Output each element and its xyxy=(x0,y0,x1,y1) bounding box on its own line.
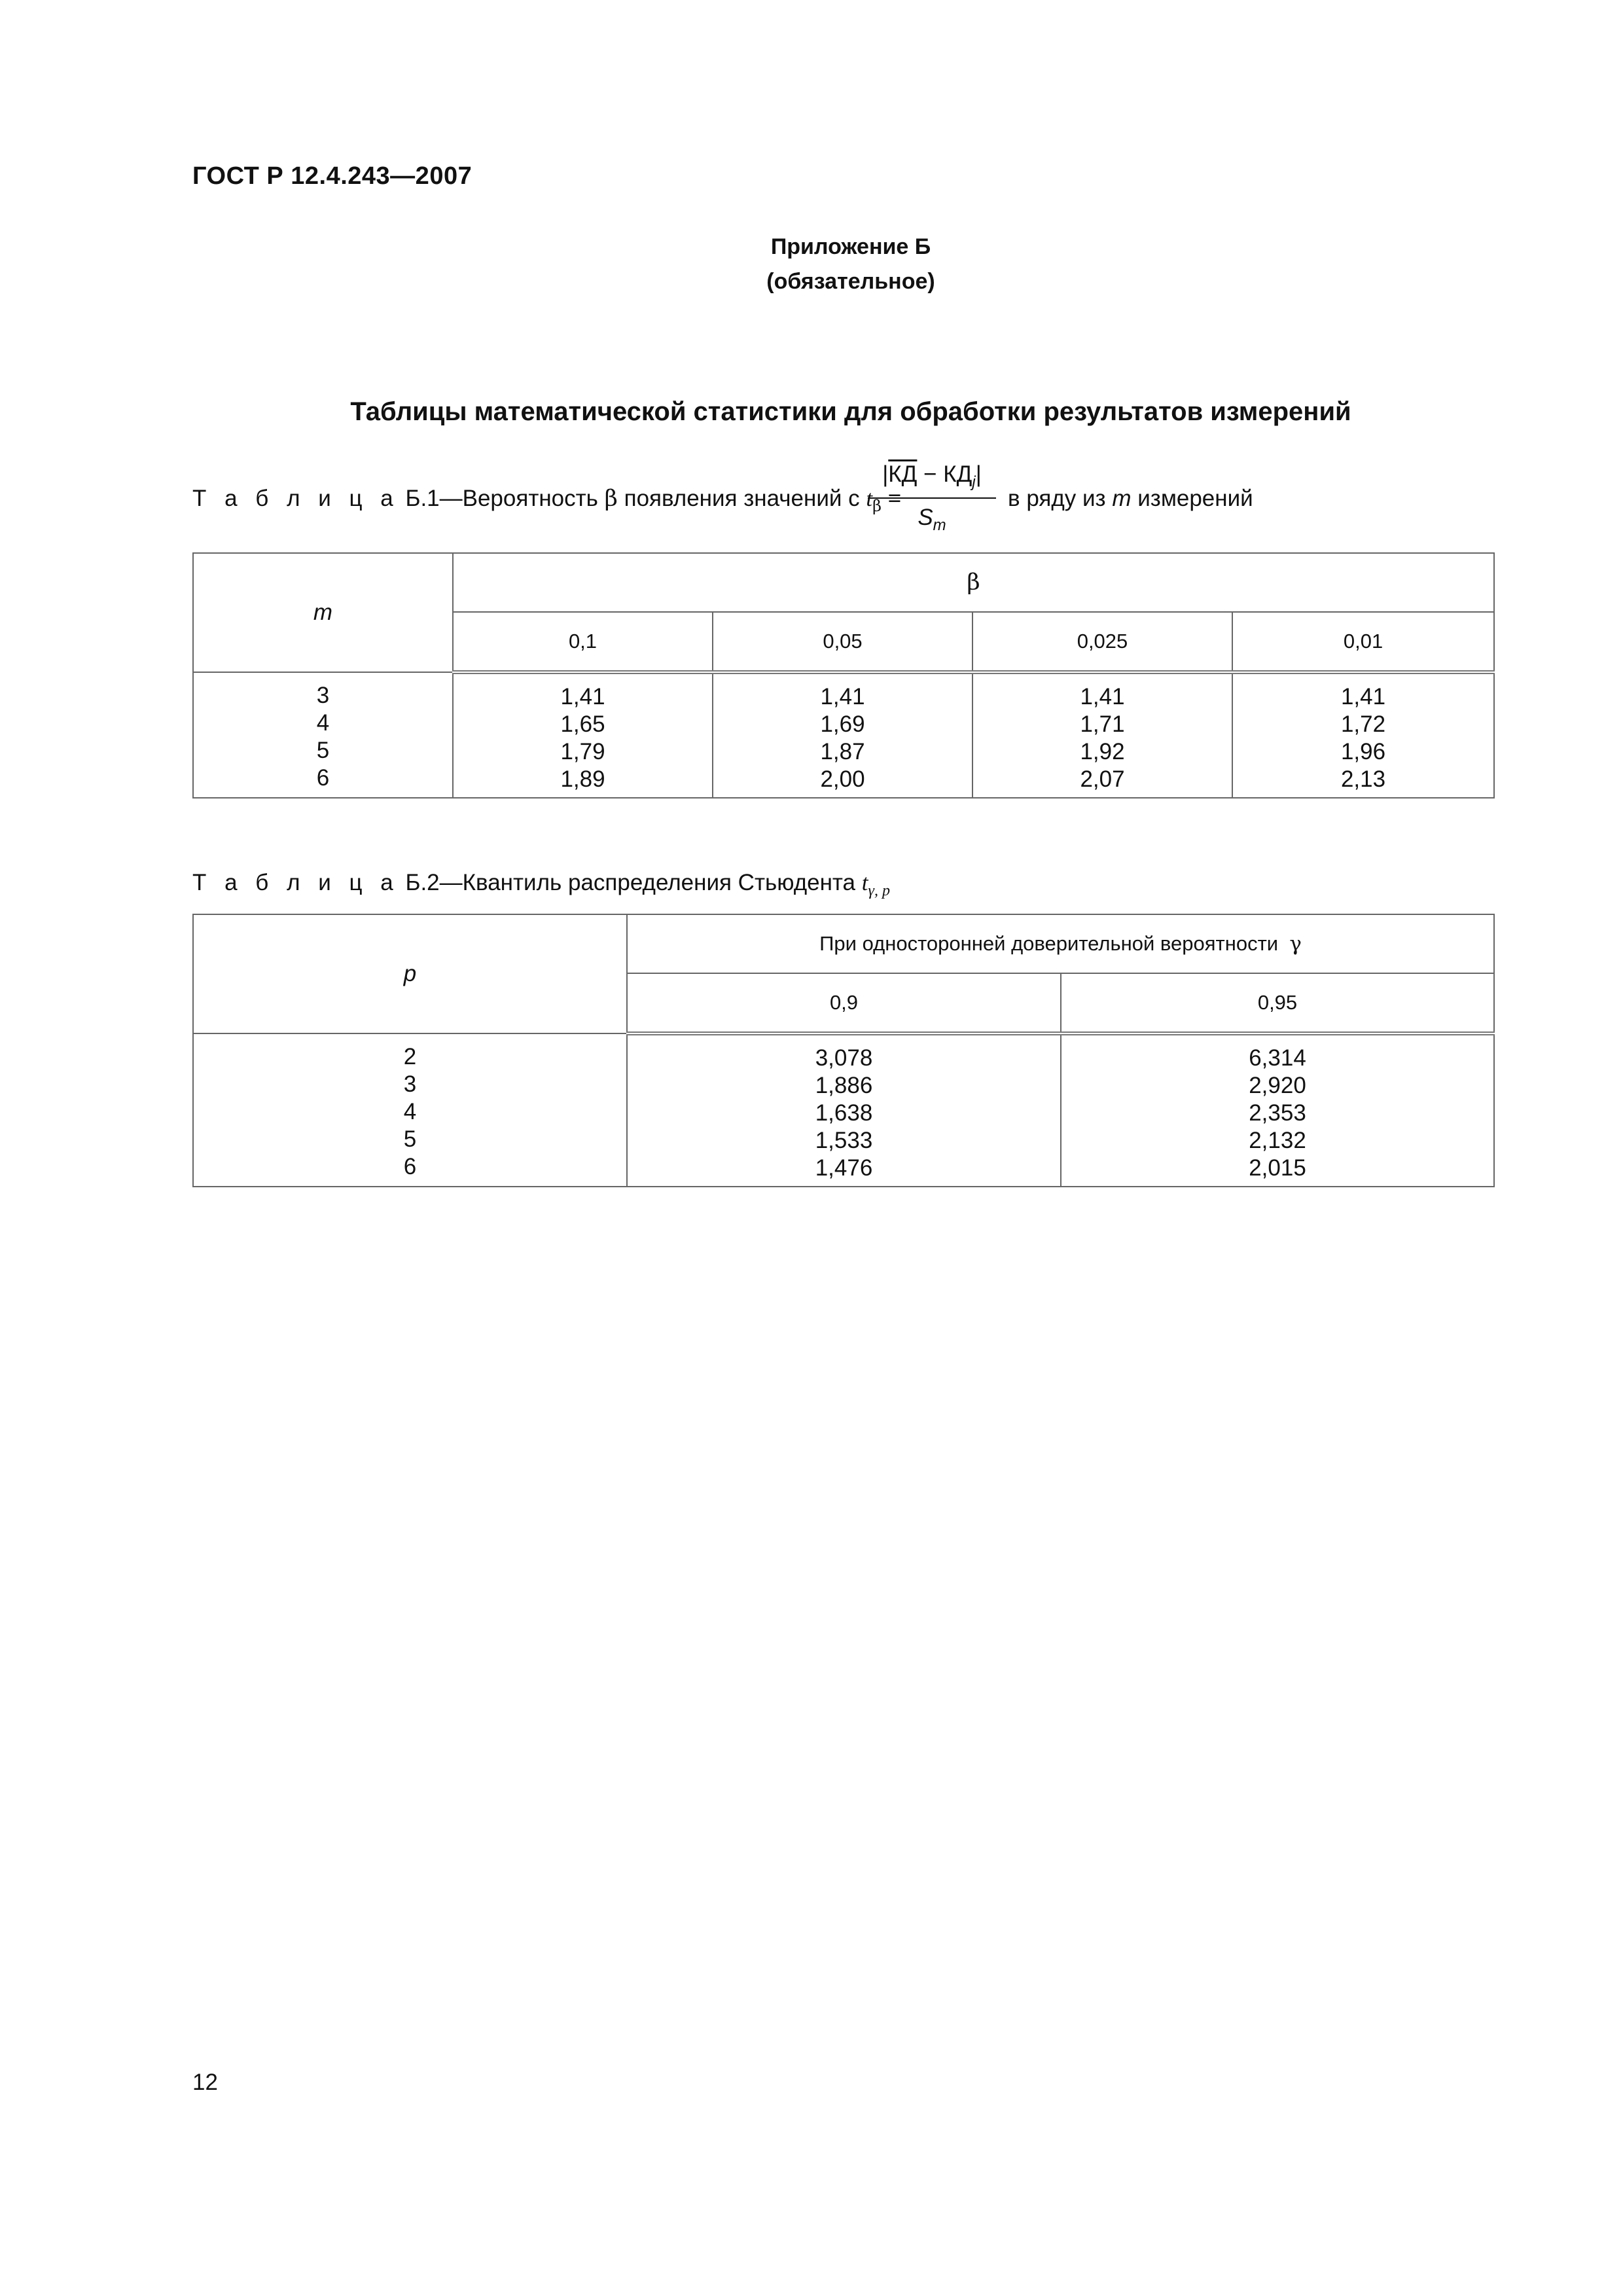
caption-end: измерений xyxy=(1137,486,1253,511)
column-header: 0,01 xyxy=(1232,612,1494,672)
table-cell: 1,41 xyxy=(1080,684,1125,709)
table-cell: 2,132 xyxy=(1249,1128,1306,1153)
table1-caption xyxy=(192,486,901,515)
table-cell: 3 xyxy=(316,683,330,708)
values-cell xyxy=(1232,672,1494,798)
section-title: Таблицы математической статистики для обработки результатов измерений xyxy=(350,397,1351,426)
column-header: 0,95 xyxy=(1061,973,1494,1033)
abs-bar-right: | xyxy=(975,461,982,487)
table2-caption-prefix: Т а б л и ц а xyxy=(192,870,399,895)
s-symbol: S xyxy=(918,505,933,530)
values-cell xyxy=(1061,1033,1494,1187)
table1-caption-number: Б.1—Вероятность xyxy=(405,486,598,511)
appendix-status: (обязательное) xyxy=(766,269,935,294)
kd-minus: − КД xyxy=(917,461,972,487)
table-cell: 1,89 xyxy=(560,766,605,792)
table-b1 xyxy=(192,552,1495,798)
table-cell: 6 xyxy=(316,765,330,791)
t-symbol: t xyxy=(866,486,873,511)
gamma-symbol: γ xyxy=(1289,932,1302,956)
table-cell: 1,79 xyxy=(560,739,605,764)
values-cell xyxy=(627,1033,1061,1187)
table-cell: 1,41 xyxy=(820,684,865,709)
table1-caption-prefix: Т а б л и ц а xyxy=(192,486,399,511)
table-cell: 1,69 xyxy=(820,711,865,737)
table-cell: 1,71 xyxy=(1080,711,1125,737)
column-group-header xyxy=(627,914,1494,973)
table-cell: 1,72 xyxy=(1340,711,1386,737)
table-cell: 6 xyxy=(403,1154,417,1179)
table1-caption-end xyxy=(1008,486,1253,512)
m-symbol: m xyxy=(1112,486,1132,511)
values-cell xyxy=(972,672,1232,798)
table-cell: 1,92 xyxy=(1080,739,1125,764)
column-header-m: m xyxy=(193,553,453,672)
table-cell: 2,015 xyxy=(1249,1155,1306,1181)
values-cell xyxy=(453,672,713,798)
t-symbol: t xyxy=(861,870,868,895)
values-cell xyxy=(713,672,972,798)
table-cell: 1,886 xyxy=(815,1073,873,1098)
table-cell: 5 xyxy=(403,1126,417,1152)
table-cell: 3 xyxy=(403,1071,417,1097)
table-cell: 1,476 xyxy=(815,1155,873,1181)
equals-sign: = xyxy=(887,486,902,511)
table-cell: 1,41 xyxy=(1340,684,1386,709)
table-cell: 2,353 xyxy=(1249,1100,1306,1126)
table-cell: 2,07 xyxy=(1080,766,1125,792)
column-header: 0,025 xyxy=(972,612,1232,672)
table2-caption-text: Б.2—Квантиль распределения Стьюдента xyxy=(405,870,856,895)
formula-fraction xyxy=(868,461,996,540)
fraction-numerator xyxy=(868,461,996,492)
group-header-text: При односторонней доверительной вероятности xyxy=(819,932,1279,955)
t-subscript: γ, p xyxy=(868,882,890,899)
table2-caption xyxy=(192,870,890,900)
p-values-cell xyxy=(193,1033,627,1187)
beta-symbol: β xyxy=(604,486,618,512)
column-header-p: p xyxy=(193,914,627,1033)
m-values-cell xyxy=(193,672,453,798)
caption-suffix: в ряду из xyxy=(1008,486,1106,511)
fraction-bar xyxy=(868,497,996,499)
column-group-header-beta: β xyxy=(453,553,1494,612)
column-header: 0,1 xyxy=(453,612,713,672)
table-cell: 4 xyxy=(316,710,330,736)
table-cell: 1,96 xyxy=(1340,739,1386,764)
kd-mean: КД xyxy=(888,461,918,487)
table-cell: 6,314 xyxy=(1249,1045,1306,1071)
column-header: 0,9 xyxy=(627,973,1061,1033)
table-cell: 1,87 xyxy=(820,739,865,764)
page-number: 12 xyxy=(192,2070,218,2095)
fraction-denominator xyxy=(868,505,996,535)
t-beta-subscript: β xyxy=(872,497,882,515)
table-cell: 2,00 xyxy=(820,766,865,792)
table-cell: 1,638 xyxy=(815,1100,873,1126)
abs-bar-left: | xyxy=(882,461,889,487)
table-b2 xyxy=(192,914,1495,1187)
column-header: 0,05 xyxy=(713,612,972,672)
j-subscript: j xyxy=(972,473,976,491)
table-cell: 1,65 xyxy=(560,711,605,737)
table-cell: 4 xyxy=(403,1099,417,1124)
table-cell: 2,920 xyxy=(1249,1073,1306,1098)
table-cell: 2 xyxy=(403,1044,417,1069)
table1-caption-mid: появления значений с xyxy=(624,486,860,511)
document-header: ГОСТ Р 12.4.243—2007 xyxy=(192,162,473,190)
table-cell: 3,078 xyxy=(815,1045,873,1071)
appendix-title: Приложение Б xyxy=(770,234,931,259)
table-cell: 1,41 xyxy=(560,684,605,709)
table-cell: 5 xyxy=(316,738,330,763)
table-cell: 2,13 xyxy=(1340,766,1386,792)
m-subscript: m xyxy=(933,516,946,534)
table-cell: 1,533 xyxy=(815,1128,873,1153)
